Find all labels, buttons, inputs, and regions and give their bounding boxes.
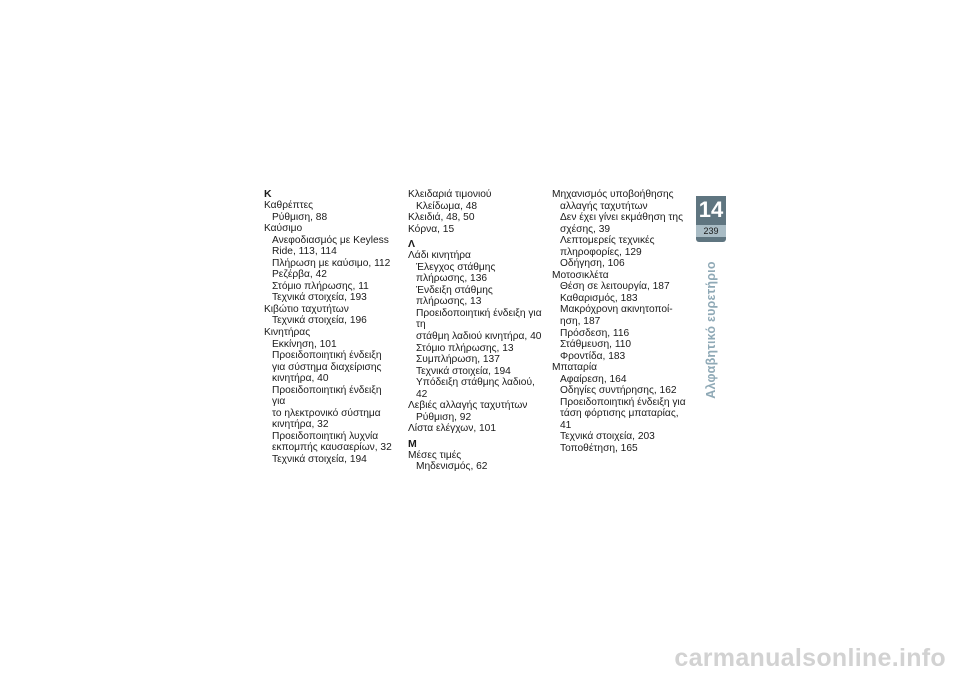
- index-subentry: εκπομπής καυσαερίων, 32: [272, 442, 392, 454]
- index-subentry: Λεπτομερείς τεχνικές: [560, 235, 655, 247]
- index-subentry: Ride, 113, 114: [272, 246, 337, 258]
- index-subentry: το ηλεκτρονικό σύστημα: [272, 407, 381, 419]
- index-subentry: Ρύθμιση, 92: [416, 411, 472, 423]
- index-subentry: Συμπλήρωση, 137: [416, 354, 500, 366]
- index-term: Κλειδαριά τιμονιού: [408, 189, 492, 200]
- index-term: Μέσες τιμές: [408, 449, 462, 461]
- index-letter-heading: Λ: [408, 238, 416, 251]
- index-subentry: Στόμιο πλήρωσης, 13: [416, 342, 514, 354]
- index-term: Λίστα ελέγχων, 101: [408, 423, 497, 435]
- index-subentry: πληροφορίες, 129: [560, 246, 642, 258]
- index-subentry: Στόμιο πλήρωσης, 11: [272, 280, 369, 292]
- index-subentry: Στάθμευση, 110: [560, 339, 632, 351]
- index-subentry: Προειδοποιητική ένδειξη: [272, 350, 382, 362]
- index-term: Μπαταρία: [552, 362, 597, 374]
- index-subentry: Προειδοποιητική ένδειξη για τη: [416, 307, 542, 331]
- index-subentry: Τεχνικά στοιχεία, 193: [272, 292, 367, 304]
- index-subentry: Ένδειξη στάθμης πλήρωσης, 13: [416, 284, 493, 308]
- index-term: Κλειδιά, 48, 50: [408, 212, 475, 224]
- index-term: Μηχανισμός υποβοήθησης: [552, 189, 674, 200]
- side-section-title: Αλφαβητικό ευρετήριο: [704, 261, 718, 399]
- index-subentry: Εκκίνηση, 101: [272, 338, 337, 350]
- index-letter-heading: Κ: [264, 188, 272, 200]
- index-subentry: Υπόδειξη στάθμης λαδιού, 42: [416, 377, 535, 400]
- index-subentry: Έλεγχος στάθμης: [416, 261, 496, 273]
- index-subentry: Τεχνικά στοιχεία, 194: [272, 454, 367, 466]
- index-subentry: αλλαγής ταχυτήτων: [560, 200, 648, 212]
- index-letter-heading: Μ: [408, 437, 417, 450]
- index-subentry: για σύστημα διαχείρισης: [272, 361, 382, 373]
- index-subentry: Μηδενισμός, 62: [416, 461, 488, 473]
- index-term: Κινητήρας: [264, 327, 311, 339]
- index-subentry: Φροντίδα, 183: [560, 350, 626, 362]
- chapter-tab: [696, 196, 726, 242]
- index-subentry: Καθαρισμός, 183: [560, 292, 638, 304]
- index-subentry: Τεχνικά στοιχεία, 196: [272, 315, 367, 327]
- index-term: Καύσιμο: [264, 223, 303, 235]
- index-term: Κόρνα, 15: [408, 223, 455, 235]
- index-subentry: Προειδοποιητική ένδειξη για: [272, 384, 382, 408]
- index-subentry: Τεχνικά στοιχεία, 194: [416, 365, 511, 377]
- index-subentry: κινητήρα, 32: [272, 419, 329, 431]
- index-subentry: ηση, 187: [560, 316, 601, 328]
- index-subentry: Θέση σε λειτουργία, 187: [560, 281, 670, 293]
- chapter-number: 14: [698, 197, 724, 222]
- index-subentry: Κλείδωμα, 48: [416, 200, 478, 212]
- index-subentry: Ανεφοδιασμός με Keyless: [272, 234, 389, 246]
- index-column-3: [552, 189, 690, 455]
- index-subentry: Προειδοποιητική ένδειξη για: [560, 396, 686, 408]
- index-subentry: Τεχνικά στοιχεία, 203: [560, 431, 655, 443]
- index-subentry: σχέσης, 39: [560, 223, 611, 235]
- index-subentry: Αφαίρεση, 164: [560, 373, 627, 385]
- index-subentry: Οδήγηση, 106: [560, 258, 625, 270]
- index-term: Μοτοσικλέτα: [552, 269, 609, 281]
- index-term: Κιβώτιο ταχυτήτων: [264, 303, 349, 315]
- index-term: Λάδι κινητήρα: [408, 250, 471, 262]
- index-subentry: Μακρόχρονη ακινητοποί-: [560, 304, 673, 316]
- index-subentry: τάση φόρτισης μπαταρίας, 41: [560, 408, 679, 431]
- index-subentry: Οδηγίες συντήρησης, 162: [560, 385, 677, 397]
- index-subentry: Δεν έχει γίνει εκμάθηση της: [560, 212, 683, 224]
- index-subentry: κινητήρα, 40: [272, 373, 329, 385]
- index-subentry: Τοποθέτηση, 165: [560, 443, 638, 455]
- index-subentry: Πλήρωση με καύσιμο, 112: [272, 257, 391, 269]
- index-subentry: Ρεζέρβα, 42: [272, 269, 327, 281]
- index-subentry: στάθμη λαδιού κινητήρα, 40: [416, 331, 542, 343]
- index-subentry: Προειδοποιητική λυχνία: [272, 430, 379, 442]
- index-term: Καθρέπτες: [264, 200, 314, 211]
- index-column-2: [408, 189, 546, 473]
- index-term: Λεβιές αλλαγής ταχυτήτων: [408, 400, 528, 412]
- index-subentry: Πρόσδεση, 116: [560, 327, 630, 339]
- page-number: 239: [696, 225, 726, 237]
- index-column-1: [264, 189, 394, 466]
- watermark: carmanualsonline.info: [674, 644, 946, 672]
- index-subentry: πλήρωσης, 136: [416, 273, 488, 285]
- index-subentry: Ρύθμιση, 88: [272, 211, 328, 223]
